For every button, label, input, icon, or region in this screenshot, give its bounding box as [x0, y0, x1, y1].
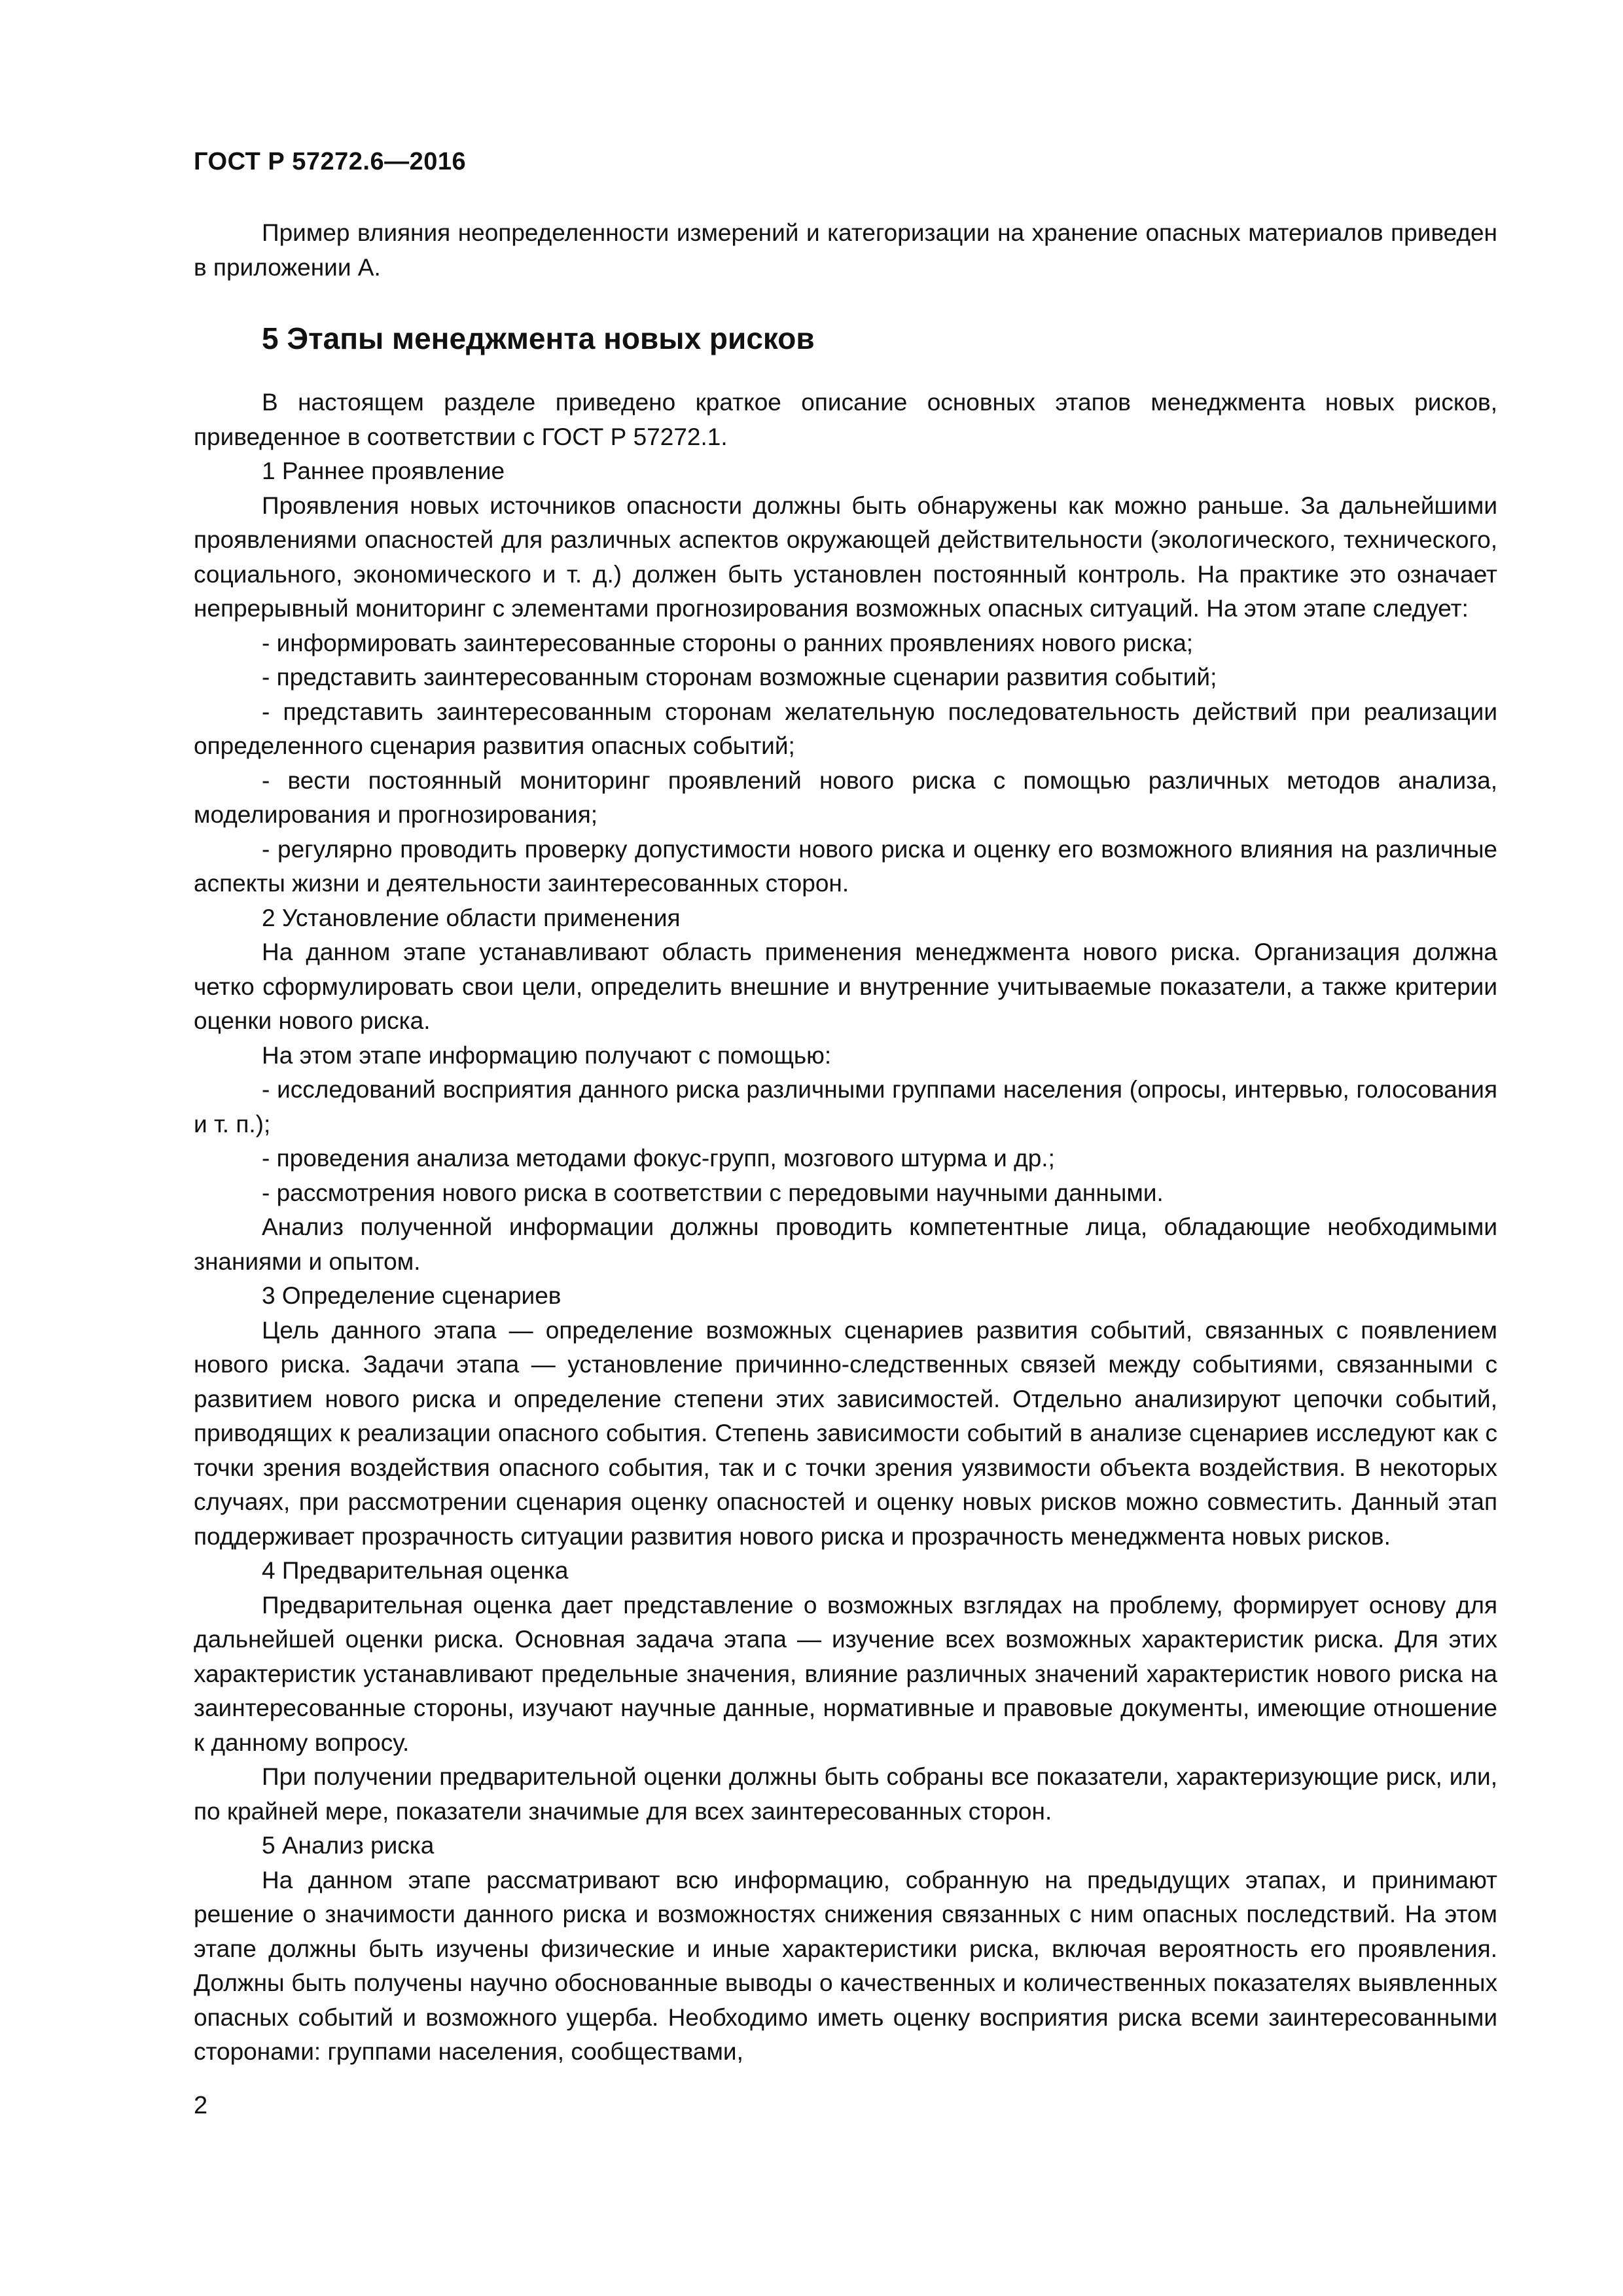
section-title: 5 Этапы менеджмента новых рисков	[262, 321, 815, 355]
list-item: - рассмотрения нового риска в соответствии с передовыми научными данными.	[262, 1179, 1164, 1206]
paragraph: В настоящем разделе приведено краткое описание основных этапов менеджмента новых рисков, приведенное в соответствии с ГОСТ Р 57272.1.	[194, 389, 1497, 450]
paragraph: На этом этапе информацию получают с помощью:	[262, 1041, 832, 1069]
paragraph: Анализ полученной информации должны проводить компетентные лица, обладающие необходимыми знаниями и опытом.	[194, 1213, 1497, 1275]
paragraph: Предварительная оценка дает представление о возможных взглядах на проблему, формирует основу для дальнейшей оценки риска. Основная задача этапа — изучение всех возможных характеристик риска. Для этих характеристик устанавливают предельные значения, влияние различных значений характеристик нового риска на заинтересованные стороны, изучают научные данные, нормативные и правовые документы, имеющие отношение к данному вопросу.	[194, 1591, 1497, 1756]
intro-paragraph: Пример влияния неопределенности измерений и категоризации на хранение опасных материалов приведен в приложении А.	[194, 219, 1497, 281]
list-item: - вести постоянный мониторинг проявлений нового риска с помощью различных методов анализа, моделирования и прогнозирования;	[194, 766, 1497, 828]
subsection-heading: 1 Раннее проявление	[262, 457, 505, 484]
list-item: - проведения анализа методами фокус-групп, мозгового штурма и др.;	[262, 1145, 1055, 1172]
list-item: - представить заинтересованным сторонам возможные сценарии развития событий;	[262, 664, 1217, 691]
paragraph: Проявления новых источников опасности должны быть обнаружены как можно раньше. За дальнейшими проявлениями опасностей для различных аспектов окружающей действительности (экологического, технического, социального, экономического и т. д.) должен быть установлен постоянный контроль. На практике это означает непрерывный мониторинг с элементами прогнозирования возможных опасных ситуаций. На этом этапе следует:	[194, 492, 1497, 622]
list-item: - представить заинтересованным сторонам желательную последовательность действий при реализации определенного сценария развития опасных событий;	[194, 698, 1497, 759]
paragraph: На данном этапе устанавливают область применения менеджмента нового риска. Организация должна четко сформулировать свои цели, определить внешние и внутренние учитываемые показатели, а также критерии оценки нового риска.	[194, 939, 1497, 1034]
list-item: - исследований восприятия данного риска различными группами населения (опросы, интервью, голосования и т. п.);	[194, 1076, 1497, 1138]
paragraph: Цель данного этапа — определение возможных сценариев развития событий, связанных с появлением нового риска. Задачи этапа — установление причинно-следственных связей между событиями, связанными с развитием нового риска и определение степени этих зависимостей. Отдельно анализируют цепочки событий, приводящих к реализации опасного события. Степень зависимости событий в анализе сценариев исследуют как с точки зрения воздействия опасного события, так и с точки зрения уязвимости объекта воздействия. В некоторых случаях, при рассмотрении сценария оценку опасностей и оценку новых рисков можно совместить. Данный этап поддерживает прозрачность ситуации развития нового риска и прозрачность менеджмента новых рисков.	[194, 1316, 1497, 1550]
list-item: - регулярно проводить проверку допустимости нового риска и оценку его возможного влияния на различные аспекты жизни и деятельности заинтересованных сторон.	[194, 835, 1497, 897]
list-item: - информировать заинтересованные стороны о ранних проявлениях нового риска;	[262, 629, 1194, 656]
page-body	[194, 216, 1497, 2070]
subsection-heading: 5 Анализ риска	[262, 1832, 435, 1859]
subsection-heading: 2 Установление области применения	[262, 904, 681, 931]
document-header: ГОСТ Р 57272.6—2016	[194, 148, 467, 175]
page-number: 2	[194, 2092, 208, 2119]
paragraph: При получении предварительной оценки должны быть собраны все показатели, характеризующие риск, или, по крайней мере, показатели значимые для всех заинтересованных сторон.	[194, 1763, 1497, 1825]
paragraph: На данном этапе рассматривают всю информацию, собранную на предыдущих этапах, и принимают решение о значимости данного риска и возможностях снижения связанных с ним опасных последствий. На этом этапе должны быть изучены физические и иные характеристики риска, включая вероятность его проявления. Должны быть получены научно обоснованные выводы о качественных и количественных показателях выявленных опасных событий и возможного ущерба. Необходимо иметь оценку восприятия риска всеми заинтересованными сторонами: группами населения, сообществами,	[194, 1866, 1497, 2065]
subsection-heading: 4 Предварительная оценка	[262, 1557, 569, 1584]
subsection-heading: 3 Определение сценариев	[262, 1282, 562, 1309]
